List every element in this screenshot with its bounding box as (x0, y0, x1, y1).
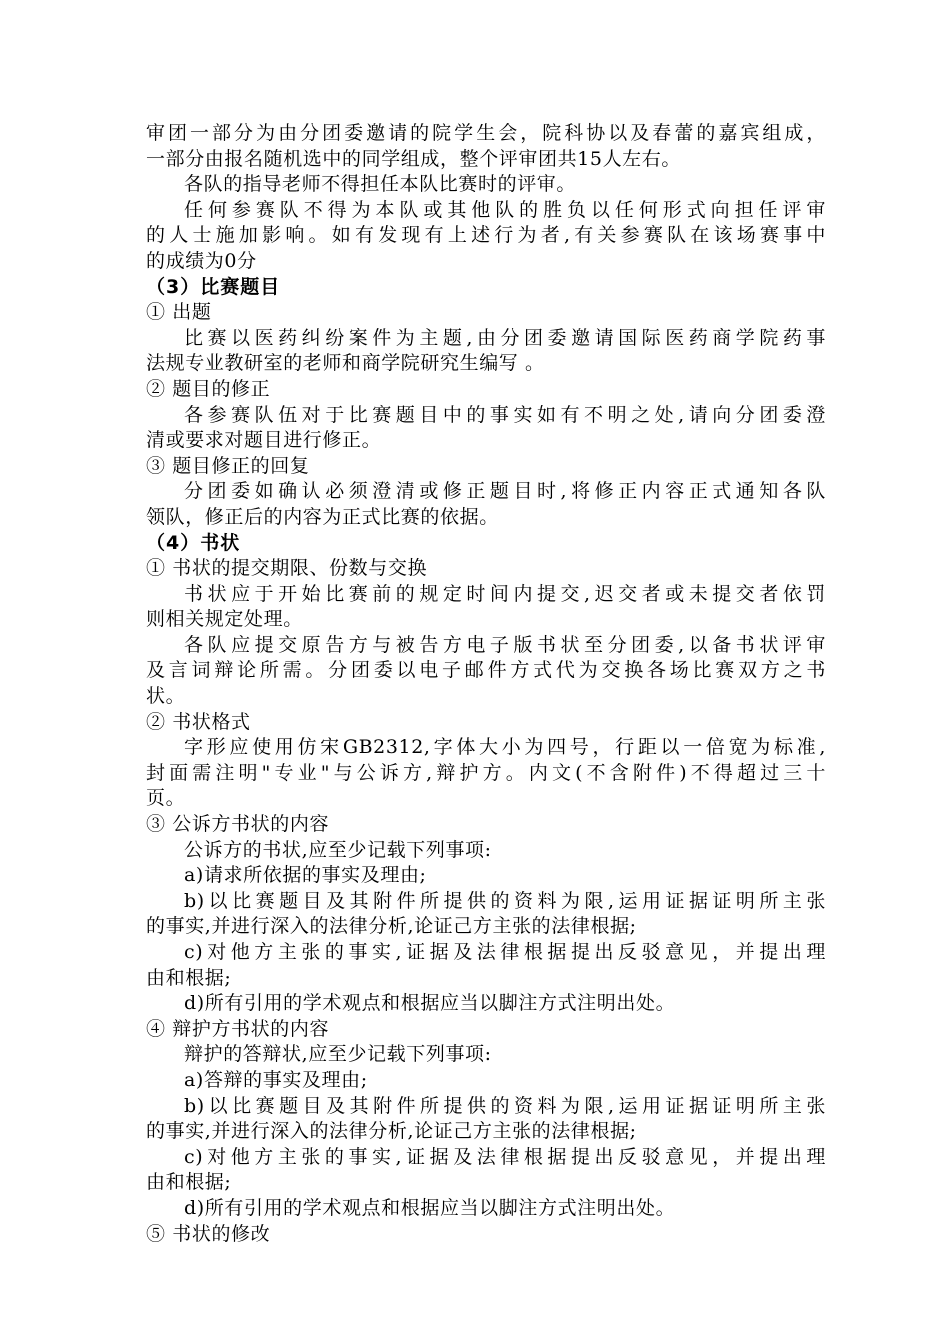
text-line: c)对他方主张的事实,证据及法律根据提出反驳意见，并提出理 (184, 1145, 826, 1168)
text-line: 字形应使用仿宋GB2312,字体大小为四号，行距以一倍宽为标准, (184, 736, 826, 759)
text-line: 书状应于开始比赛前的规定时间内提交,迟交者或未提交者依罚 (184, 582, 826, 605)
text-line: ③ 公诉方书状的内容 (146, 813, 330, 836)
section-heading: （3）比赛题目 (146, 275, 281, 298)
text-line: 的事实,并进行深入的法律分析,论证己方主张的法律根据; (146, 915, 637, 938)
text-line: 审团一部分为由分团委邀请的院学生会，院科协以及春蕾的嘉宾组成， (146, 122, 826, 144)
text-line: 各队应提交原告方与被告方电子版书状至分团委,以备书状评审 (184, 633, 826, 656)
text-line: 的成绩为0分 (146, 249, 257, 272)
text-line: a)请求所依据的事实及理由; (184, 864, 427, 887)
text-line: 公诉方的书状,应至少记载下列事项: (184, 838, 492, 861)
text-line: 各参赛队伍对于比赛题目中的事实如有不明之处,请向分团委澄 (184, 403, 826, 426)
document-page (146, 121, 826, 1247)
text-line: c)对他方主张的事实,证据及法律根据提出反驳意见，并提出理 (184, 941, 826, 963)
text-line: 各队的指导老师不得担任本队比赛时的评审。 (184, 173, 577, 196)
text-line: 法规专业教研室的老师和商学院研究生编写 。 (146, 352, 545, 375)
text-line: d)所有引用的学术观点和根据应当以脚注方式注明出处。 (184, 1196, 676, 1219)
text-line: 页。 (146, 787, 186, 810)
text-line: ② 题目的修正 (146, 377, 271, 400)
text-line: 分团委如确认必须澄清或修正题目时,将修正内容正式通知各队 (184, 480, 826, 503)
text-line: ⑤ 书状的修改 (146, 1222, 271, 1245)
text-line: b)以比赛题目及其附件所提供的资料为限,运用证据证明所主张 (184, 1094, 826, 1117)
text-line: 封面需注明"专业"与公诉方,辩护方。内文(不含附件)不得超过三十 (146, 761, 826, 784)
text-line: 领队，修正后的内容为正式比赛的依据。 (146, 505, 499, 528)
text-line: 及言词辩论所需。分团委以电子邮件方式代为交换各场比赛双方之书 (146, 659, 826, 682)
text-line: 则相关规定处理。 (146, 608, 303, 631)
text-line: ① 书状的提交期限、份数与交换 (146, 557, 428, 580)
text-line: ④ 辩护方书状的内容 (146, 1017, 330, 1040)
text-line: ① 出题 (146, 301, 212, 324)
text-line: 的事实,并进行深入的法律分析,论证己方主张的法律根据; (146, 1120, 637, 1143)
text-line: 辩护的答辩状,应至少记载下列事项: (184, 1043, 492, 1066)
text-line: d)所有引用的学术观点和根据应当以脚注方式注明出处。 (184, 992, 676, 1015)
text-line: 比赛以医药纠纷案件为主题,由分团委邀请国际医药商学院药事 (184, 326, 826, 349)
text-line: 由和根据; (146, 1171, 232, 1194)
text-line: 由和根据; (146, 966, 232, 989)
text-line: b)以比赛题目及其附件所提供的资料为限,运用证据证明所主张 (184, 889, 826, 912)
text-line: a)答辩的事实及理由; (184, 1068, 368, 1091)
text-line: 清或要求对题目进行修正。 (146, 429, 382, 452)
text-line: 状。 (146, 685, 186, 708)
section-heading: （4）书状 (146, 531, 241, 554)
text-line: ② 书状格式 (146, 710, 251, 733)
text-line: 任何参赛队不得为本队或其他队的胜负以任何形式向担任评审 (184, 198, 826, 221)
text-line: ③ 题目修正的回复 (146, 454, 310, 477)
text-line: 的人士施加影响。如有发现有上述行为者,有关参赛队在该场赛事中 (146, 224, 826, 247)
text-line: 一部分由报名随机选中的同学组成，整个评审团共15人左右。 (146, 147, 681, 170)
